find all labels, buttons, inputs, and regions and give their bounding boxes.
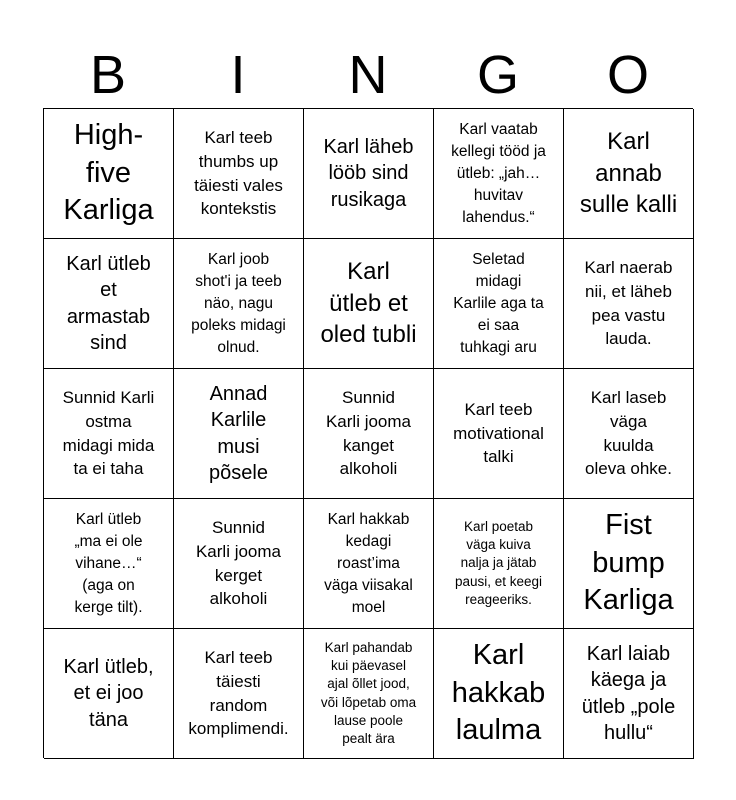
bingo-cell[interactable] (564, 109, 694, 239)
bingo-cell-text: Karl pahandab kui päevasel ajal õllet jood, või lõpetab oma lause poole pealt ära (320, 639, 417, 746)
bingo-cell[interactable] (304, 629, 434, 759)
bingo-cell[interactable] (304, 109, 434, 239)
bingo-cell-text: Karl vaatab kellegi tööd ja ütleb: „jah… huvitav lahendus.“ (451, 120, 546, 226)
bingo-cell-text: Sunnid Karli jooma kerget alkoholi (195, 517, 282, 609)
bingo-cell-text: Karl annab sulle kalli (579, 127, 678, 219)
bingo-cell-text: Karl ütleb et oled tubli (320, 257, 417, 349)
header-letter-g: G (476, 45, 519, 105)
bingo-cell-text: High- five Karliga (63, 118, 154, 227)
bingo-cell[interactable] (304, 239, 434, 369)
bingo-cell-text: Fist bump Karliga (583, 508, 674, 617)
bingo-cell-text: Karl laseb väga kuulda oleva ohke. (585, 387, 672, 479)
bingo-cell[interactable] (564, 369, 694, 499)
bingo-cell[interactable] (174, 369, 304, 499)
bingo-cell[interactable] (564, 239, 694, 369)
bingo-cell-text: Karl ütleb „ma ei ole vihane…“ (aga on kerge tilt). (74, 510, 143, 616)
bingo-cell-text: Sunnid Karli ostma midagi mida ta ei taha (62, 387, 155, 479)
bingo-cell-text: Karl laiab käega ja ütleb „pole hullu“ (581, 642, 676, 744)
bingo-cell[interactable] (434, 369, 564, 499)
bingo-cell[interactable] (44, 499, 174, 629)
bingo-cell-text: Karl hakkab laulma (451, 638, 546, 747)
bingo-cell[interactable] (174, 499, 304, 629)
bingo-cell-text: Karl läheb lööb sind rusikaga (323, 135, 414, 211)
bingo-cell[interactable] (44, 239, 174, 369)
bingo-cell[interactable] (44, 109, 174, 239)
bingo-cell[interactable] (304, 369, 434, 499)
bingo-header (43, 40, 693, 110)
bingo-cell-text: Karl naerab nii, et läheb pea vastu lauda. (584, 257, 673, 349)
header-letter-i: I (230, 45, 246, 105)
bingo-cell[interactable] (434, 109, 564, 239)
bingo-cell[interactable] (434, 239, 564, 369)
bingo-cell[interactable] (44, 369, 174, 499)
bingo-cell-text: Sunnid Karli jooma kanget alkoholi (325, 387, 412, 479)
bingo-cell-text: Karl teeb thumbs up täiesti vales kontekstis (194, 127, 283, 219)
bingo-cell-text: Annad Karlile musi põsele (209, 382, 268, 484)
bingo-cell[interactable] (174, 239, 304, 369)
bingo-cell[interactable] (564, 629, 694, 759)
bingo-cell[interactable] (174, 629, 304, 759)
bingo-cell-text: Karl ütleb, et ei joo täna (63, 655, 154, 731)
bingo-cell[interactable] (564, 499, 694, 629)
bingo-cell[interactable] (434, 499, 564, 629)
header-letter-o: O (606, 45, 649, 105)
header-letter-n: N (348, 45, 388, 105)
bingo-cell-text: Seletad midagi Karlile aga ta ei saa tuhkagi aru (453, 250, 544, 356)
bingo-cell[interactable] (44, 629, 174, 759)
bingo-cell[interactable] (304, 499, 434, 629)
bingo-board (43, 108, 693, 758)
header-letter-b: B (89, 45, 127, 105)
bingo-cell[interactable] (434, 629, 564, 759)
bingo-cell-text: Karl poetab väga kuiva nalja ja jätab pausi, et keegi reageeriks. (454, 518, 543, 607)
bingo-cell-text: Karl joob shot'i ja teeb näo, nagu poleks midagi olnud. (191, 250, 286, 356)
bingo-cell-text: Karl teeb motivational talki (453, 399, 544, 467)
bingo-cell-text: Karl teeb täiesti random komplimendi. (188, 647, 289, 739)
bingo-cell[interactable] (174, 109, 304, 239)
bingo-cell-text: Karl ütleb et armastab sind (66, 252, 151, 354)
bingo-cell-text: Karl hakkab kedagi roast’ima väga viisakal moel (324, 510, 413, 616)
